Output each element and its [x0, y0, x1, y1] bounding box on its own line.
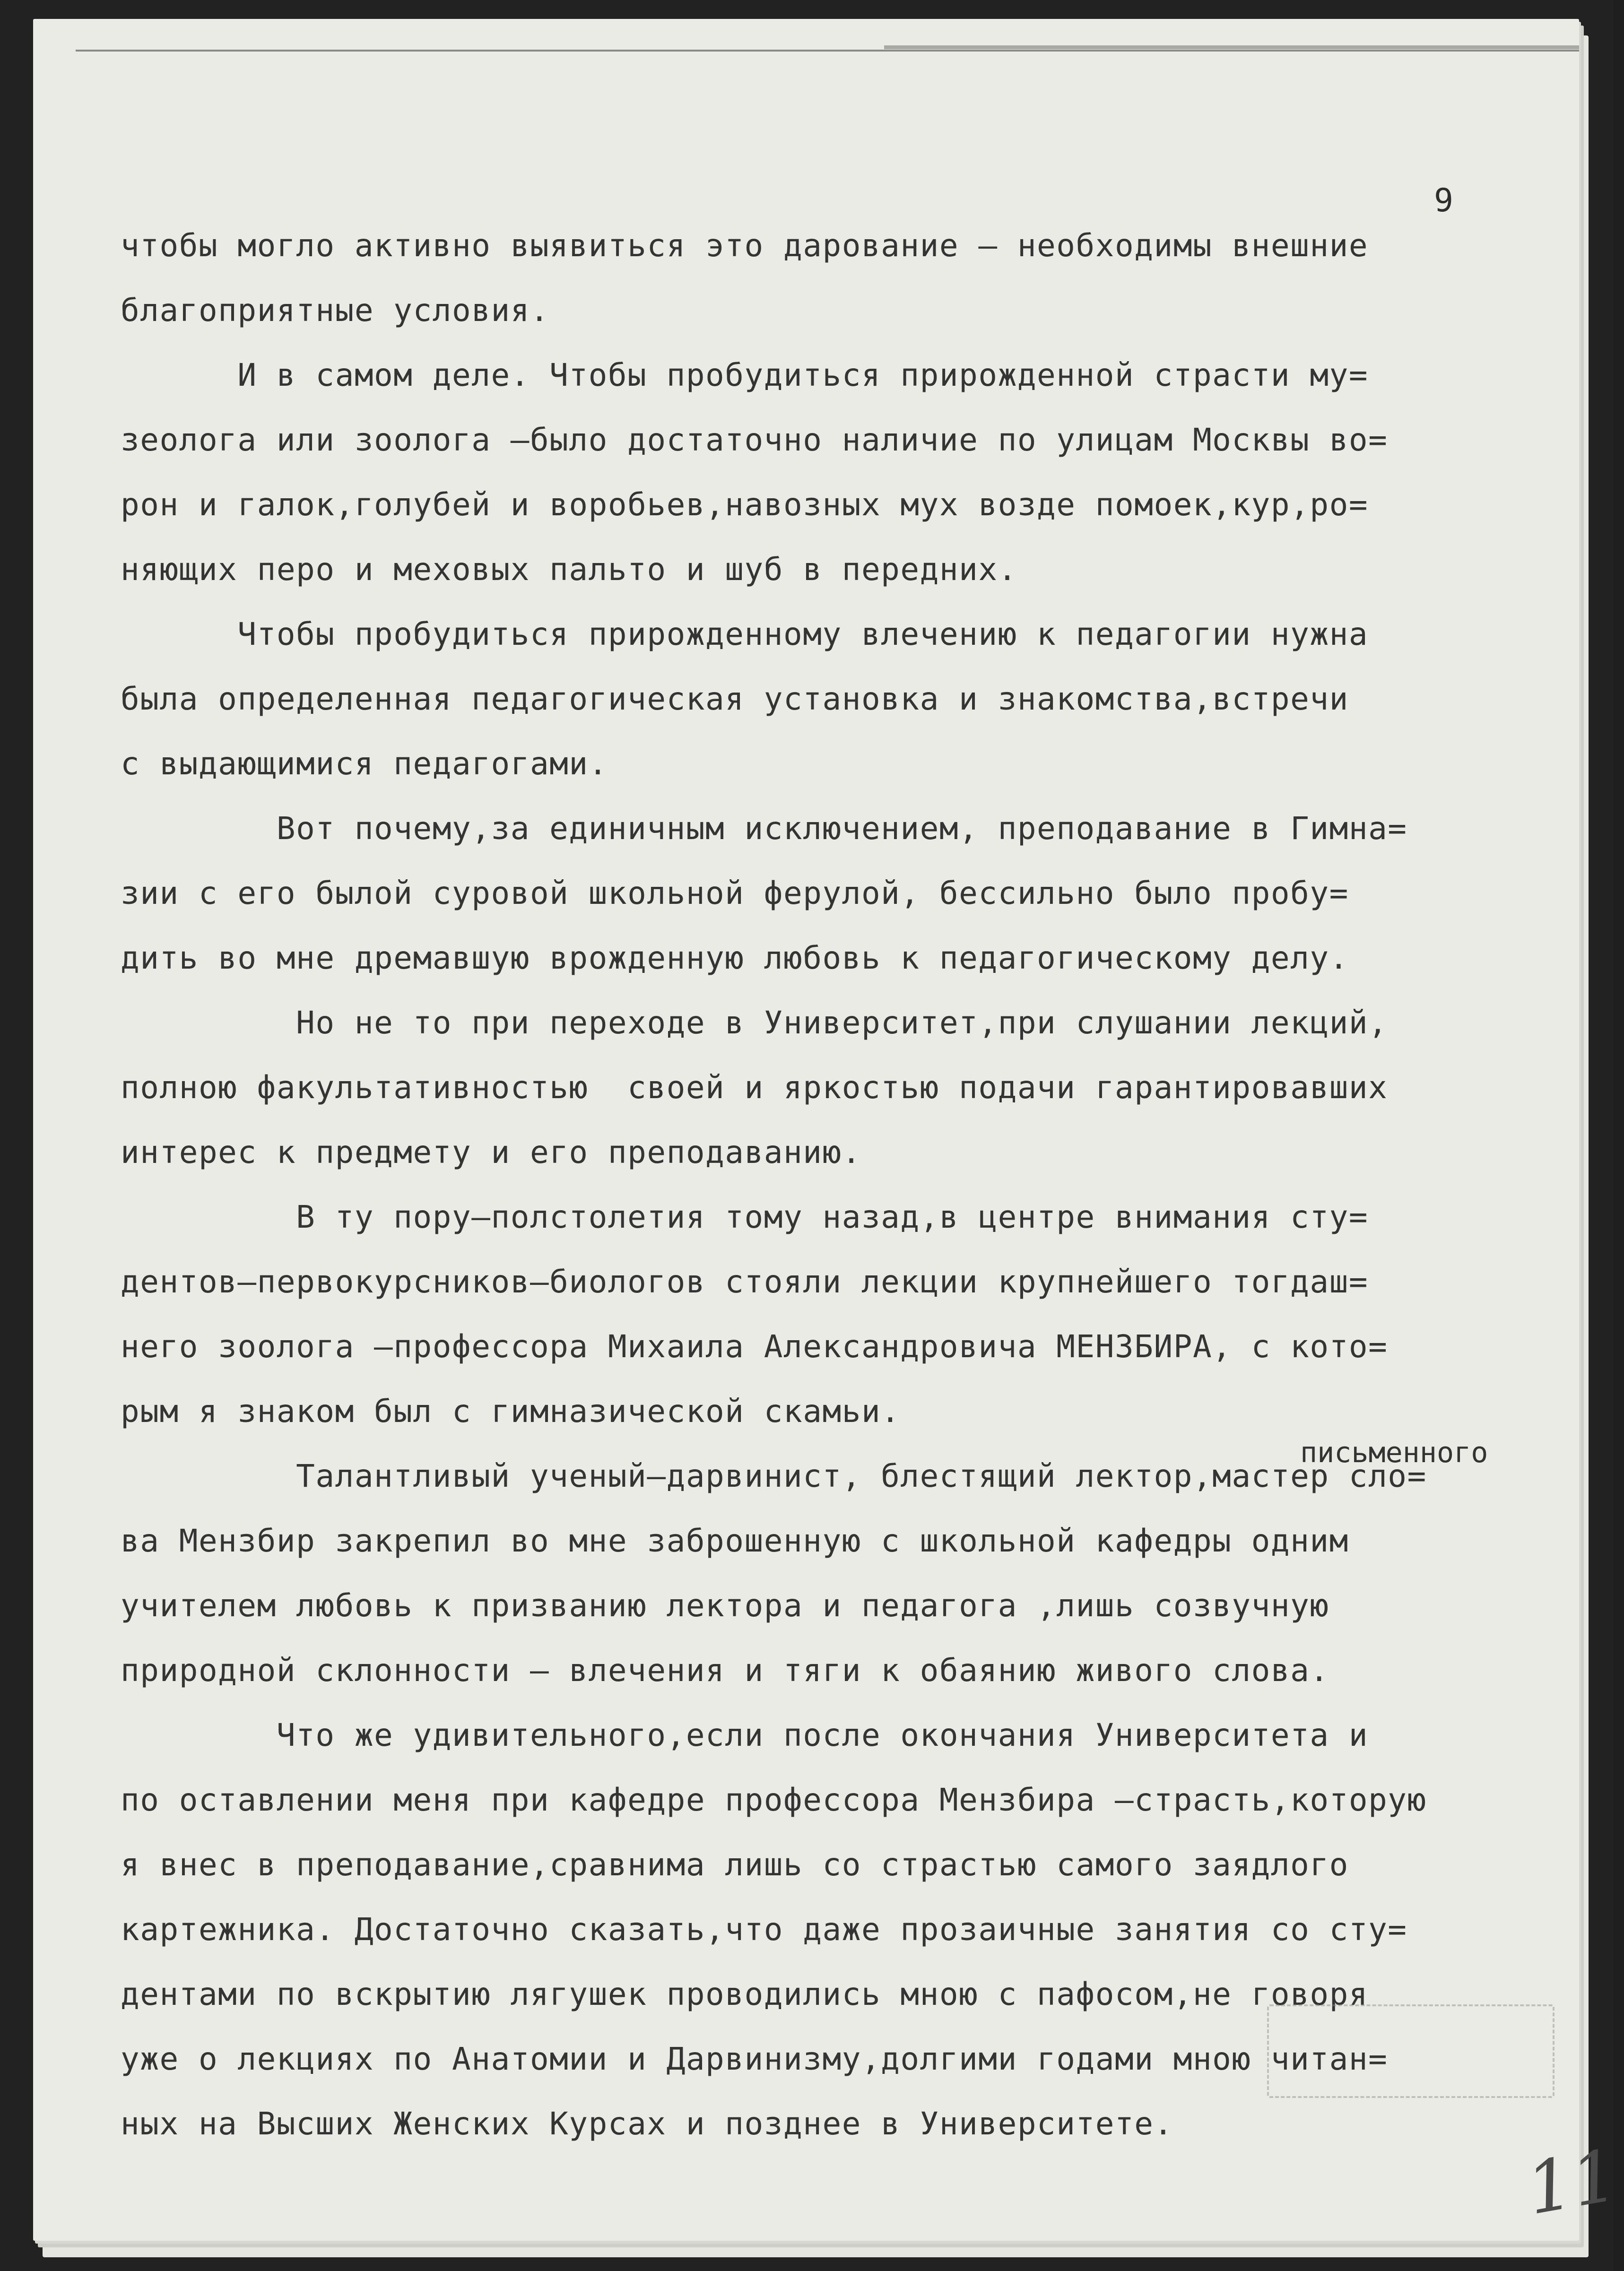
text-line: природной склонности – влечения и тяги к обаянию живого слова. — [121, 1652, 1329, 1689]
text-line: была определенная педагогическая установка и знакомства,встречи — [121, 681, 1349, 717]
text-line: няющих перо и меховых пальто и шуб в передних. — [121, 551, 1017, 588]
text-line: интерес к предмету и его преподаванию. — [121, 1134, 861, 1170]
text-line: Вот почему,за единичным исключением, преподавание в Гимна= — [121, 810, 1407, 847]
page-number: 9 — [1434, 182, 1454, 219]
faint-stamp — [1267, 2004, 1555, 2098]
text-line: В ту пору–полстолетия тому назад,в центре внимания сту= — [121, 1199, 1369, 1235]
text-line: рым я знаком был с гимназической скамьи. — [121, 1393, 901, 1430]
typed-page — [33, 19, 1624, 2241]
top-edge-shadow — [884, 45, 1579, 49]
text-line: чтобы могло активно выявиться это дарование – необходимы внешние — [121, 227, 1369, 264]
text-line: дить во мне дремавшую врожденную любовь к педагогическому делу. — [121, 940, 1349, 976]
text-line: зеолога или зоолога –было достаточно наличие по улицам Москвы во= — [121, 422, 1388, 458]
text-line: полною факультативностью своей и яркостью подачи гарантировавших — [121, 1069, 1388, 1106]
text-line: него зоолога –профессора Михаила Александровича МЕНЗБИРА, с кото= — [121, 1328, 1388, 1365]
text-line: с выдающимися педагогами. — [121, 745, 608, 782]
text-line: рон и галок,голубей и воробьев,навозных мух возде помоек,кур,ро= — [121, 486, 1369, 523]
text-line: ных на Высших Женских Курсах и позднее в Университете. — [121, 2106, 1173, 2142]
handwritten-insertion: письменного — [1300, 1436, 1488, 1469]
text-line: дентов–первокурсников–биологов стояли лекции крупнейшего тогдаш= — [121, 1264, 1369, 1300]
text-line: учителем любовь к призванию лектора и педагога ,лишь созвучную — [121, 1587, 1329, 1624]
text-line: Но не то при переходе в Университет,при слушании лекций, — [121, 1005, 1388, 1041]
text-line: Что же удивительного,если после окончания Университета и — [121, 1717, 1369, 1753]
text-line: Талантливый ученый–дарвинист, блестящий лектор,мастер сло= — [121, 1458, 1427, 1494]
text-line: ва Мензбир закрепил во мне заброшенную с школьной кафедры одним — [121, 1523, 1349, 1559]
text-line: зии с его былой суровой школьной ферулой, бессильно было пробу= — [121, 875, 1349, 911]
text-line: по оставлении меня при кафедре профессора Мензбира –страсть,которую — [121, 1782, 1427, 1818]
handwritten-sheet-number: 11 — [1520, 2134, 1624, 2231]
text-line: Чтобы пробудиться прирожденному влечению к педагогии нужна — [121, 616, 1369, 652]
text-line: картежника. Достаточно сказать,что даже прозаичные занятия со сту= — [121, 1911, 1407, 1948]
text-line: я внес в преподавание,сравнима лишь со страстью самого заядлого — [121, 1846, 1349, 1883]
text-line: уже о лекциях по Анатомии и Дарвинизму,долгими годами мною читан= — [121, 2041, 1388, 2077]
text-line: дентами по вскрытию лягушек проводились мною с пафосом,не говоря — [121, 1976, 1369, 2012]
text-line: благоприятные условия. — [121, 292, 550, 329]
top-edge-line — [76, 50, 1579, 52]
text-line: И в самом деле. Чтобы пробудиться прирожденной страсти му= — [121, 357, 1369, 393]
